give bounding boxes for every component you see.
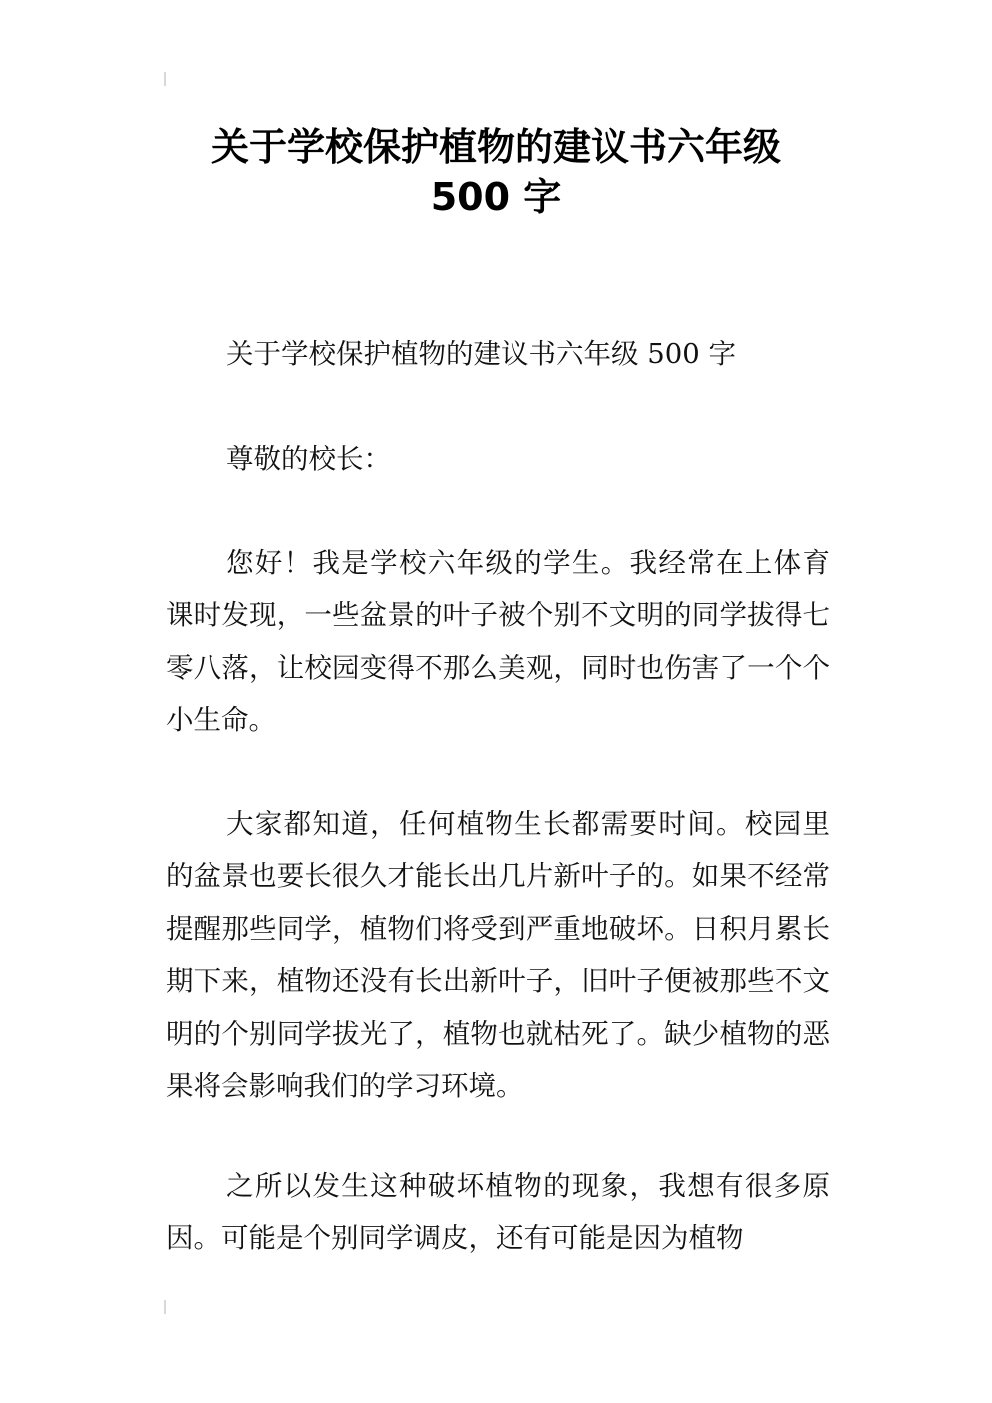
paragraph-2: 大家都知道，任何植物生长都需要时间。校园里的盆景也要长很久才能长出几片新叶子的。如果不经常提醒那些同学，植物们将受到严重地破坏。日积月累长期下来，植物还没有长出新叶子，旧叶子便被那些不文明的个别同学拔光了，植物也就枯死了。缺少植物的恶果将会影响我们的学习环境。 xyxy=(166,808,830,1103)
paragraph-3: 之所以发生这种破坏植物的现象，我想有很多原因。可能是个别同学调皮，还有可能是因为植物 xyxy=(166,1170,830,1255)
document-heading: 关于学校保护植物的建议书六年级 500 字 xyxy=(226,338,736,370)
document-title-line1: 关于学校保护植物的建议书六年级 xyxy=(210,125,781,169)
document-title-line2: 500 字 xyxy=(430,175,562,219)
salutation: 尊敬的校长： xyxy=(226,443,391,475)
page-edge-mark-top xyxy=(164,72,166,86)
page-edge-mark-bottom xyxy=(164,1300,166,1314)
paragraph-1: 您好！我是学校六年级的学生。我经常在上体育课时发现，一些盆景的叶子被个别不文明的同学拔得七零八落，让校园变得不那么美观，同时也伤害了一个个小生命。 xyxy=(166,547,830,737)
